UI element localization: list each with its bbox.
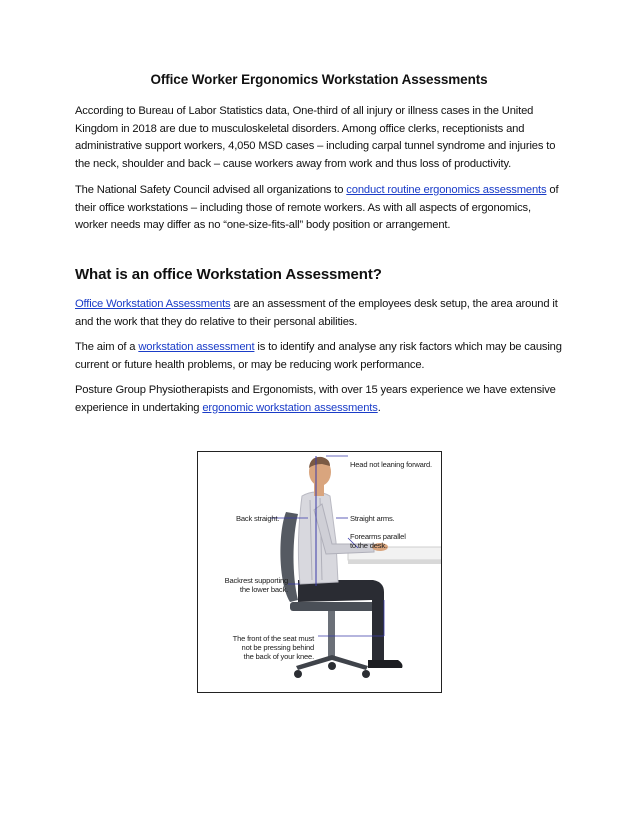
- label-backrest-line-1: Backrest supporting: [224, 576, 288, 585]
- nsc-text-before: The National Safety Council advised all organizations to: [75, 184, 347, 196]
- conduct-assessments-link[interactable]: conduct routine ergonomics assessments: [346, 184, 547, 196]
- label-straight-arms: Straight arms.: [350, 514, 395, 523]
- definition-paragraph: [75, 296, 565, 331]
- intro-paragraph: According to Bureau of Labor Statistics data, One-third of all injury or illness cases in the United Kingdom in 2018 are due to musculoskeletal disorders. Among office clerks, receptionists and administrative support workers, 4,050 MSD cases – including carpal tunnel syndrome and injuries to the neck, shoulder and back – cause workers away from work and thus loss of productivity.: [75, 105, 556, 170]
- aim-text-before: The aim of a: [75, 341, 139, 353]
- label-seat-line-1: The front of the seat must: [232, 634, 314, 643]
- posture-text-after: .: [377, 401, 381, 414]
- office-workstation-assessments-link[interactable]: Office Workstation Assessments: [75, 298, 231, 310]
- label-forearms-line-1: Forearms parallel: [350, 532, 406, 541]
- chair-post: [328, 611, 335, 657]
- chair-wheel: [294, 670, 302, 678]
- label-forearms-parallel: [350, 532, 406, 550]
- definition-text: are an assessment of the employees desk setup, the area around it and the work that they do relative to their personal abilities.: [75, 298, 558, 328]
- posture-paragraph: [75, 382, 565, 417]
- section-heading: What is an office Workstation Assessment?: [75, 266, 382, 283]
- chair-seat: [290, 602, 376, 611]
- shoe: [368, 660, 403, 668]
- aim-text-after: is to identify and analyse any risk factors which may be causing current or future health problems, or may be reducing work performance.: [75, 341, 562, 371]
- ergonomic-assessments-link[interactable]: ergonomic workstation assessments: [202, 401, 378, 414]
- label-seat-line-2: not be pressing behind: [241, 643, 314, 652]
- page-title: Office Worker Ergonomics Workstation Assessments: [150, 72, 488, 87]
- chair-wheel: [328, 662, 336, 670]
- label-head-not-leaning: Head not leaning forward.: [350, 460, 432, 469]
- chair-wheel: [362, 670, 370, 678]
- label-back-straight: Back straight.: [236, 514, 280, 523]
- nsc-text-after: of their office workstations – including those of remote workers. As with all aspects of ergonomics, worker needs may differ as no “one-size-fits-all” body position or arrangement.: [75, 184, 559, 231]
- posture-text-before: Posture Group Physiotherapists and Ergonomists, with over 15 years experience we have extensive experience in undertaking: [75, 384, 556, 414]
- workstation-assessment-link[interactable]: workstation assessment: [138, 341, 255, 353]
- label-seat-line-3: the back of your knee.: [243, 652, 314, 661]
- label-forearms-line-2: to the desk.: [350, 541, 387, 550]
- label-backrest-line-2: the lower back.: [239, 585, 288, 594]
- ergonomic-posture-figure: [197, 451, 442, 693]
- torso: [298, 492, 338, 584]
- desk-edge: [348, 560, 442, 564]
- nsc-paragraph: [75, 182, 565, 235]
- label-front-of-seat: [200, 634, 314, 661]
- aim-paragraph: [75, 339, 565, 374]
- label-backrest-supporting: [202, 576, 288, 594]
